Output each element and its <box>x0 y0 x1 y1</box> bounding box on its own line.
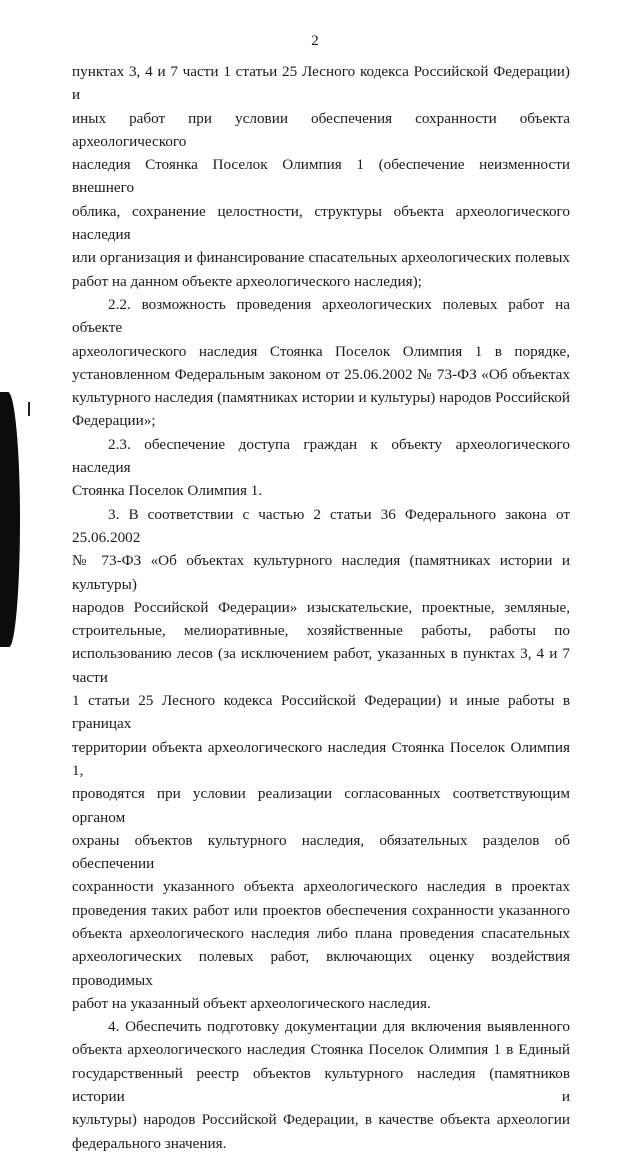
paragraph-4-line-13: археологических полевых работ, включающих оценку воздействия проводимых <box>72 948 570 989</box>
paragraph-5-line-5: федерального значения. <box>72 1134 227 1152</box>
paragraph-1-line-5: или организация и финансирование спасательных археологических полевых <box>72 249 570 267</box>
paragraph-1-line-2: иных работ при условии обеспечения сохранности объекта археологического <box>72 109 570 150</box>
paragraph-3-line-1: 2.3. обеспечение доступа граждан к объекту археологического наследия <box>72 435 570 477</box>
paragraph-5-line-3: государственный реестр объектов культурного наследия (памятников истории и <box>72 1064 570 1106</box>
paragraph-4-line-5: использованию лесов (за исключением работ, указанных в пунктах 3, 4 и 7 части <box>72 645 570 686</box>
paragraph-4-line-9: охраны объектов культурного наследия, обязательных разделов об обеспечении <box>72 831 570 873</box>
paragraph-4-line-7: территории объекта археологического наследия Стоянка Поселок Олимпия 1, <box>72 738 570 779</box>
scan-shadow <box>0 392 20 647</box>
scan-mark <box>28 402 30 416</box>
paragraph-2-line-2: археологического наследия Стоянка Поселок Олимпия 1 в порядке, <box>72 342 570 360</box>
paragraph-2-line-5: Федерации»; <box>72 412 156 430</box>
paragraph-4-line-11: проведения таких работ или проектов обеспечения сохранности указанного <box>72 901 570 919</box>
paragraph-1-line-4: облика, сохранение целостности, структуры объекта археологического наследия <box>72 202 570 244</box>
paragraph-4-line-14: работ на указанный объект археологического наследия. <box>72 994 431 1012</box>
page-number: 2 <box>311 33 319 49</box>
document-body <box>72 60 570 1155</box>
paragraph-3-line-2: Стоянка Поселок Олимпия 1. <box>72 482 263 500</box>
paragraph-4-line-4: строительные, мелиоративные, хозяйственные работы, работы по <box>72 622 570 640</box>
paragraph-4-line-10: сохранности указанного объекта археологического наследия в проектах <box>72 878 570 896</box>
paragraph-4-line-6: 1 статьи 25 Лесного кодекса Российской Федерации) и иные работы в границах <box>72 692 570 733</box>
paragraph-4-line-2: № 73-ФЗ «Об объектах культурного наследия (памятниках истории и культуры) <box>72 552 570 593</box>
paragraph-5-line-2: объекта археологического наследия Стоянка Поселок Олимпия 1 в Единый <box>72 1041 570 1059</box>
paragraph-5-line-1: 4. Обеспечить подготовку документации для включения выявленного <box>108 1018 570 1036</box>
paragraph-4-line-3: народов Российской Федерации» изыскательские, проектные, земляные, <box>72 598 570 616</box>
paragraph-1-line-1: пунктах 3, 4 и 7 части 1 статьи 25 Лесного кодекса Российской Федерации) и <box>72 63 570 104</box>
paragraph-4-line-8: проводятся при условии реализации согласованных соответствующим органом <box>72 785 570 826</box>
paragraph-4-line-12: объекта археологического наследия либо плана проведения спасательных <box>72 924 570 942</box>
paragraph-1-line-6: работ на данном объекте археологического наследия); <box>72 272 422 290</box>
paragraph-2-line-3: установленном Федеральным законом от 25.06.2002 № 73-ФЗ «Об объектах <box>72 365 570 383</box>
paragraph-5-line-4: культуры) народов Российской Федерации, в качестве объекта археологии <box>72 1111 570 1129</box>
paragraph-2-line-4: культурного наследия (памятниках истории и культуры) народов Российской <box>72 389 570 407</box>
paragraph-4-line-1: 3. В соответствии с частью 2 статьи 36 Федерального закона от 25.06.2002 <box>72 505 570 546</box>
paragraph-2-line-1: 2.2. возможность проведения археологических полевых работ на объекте <box>72 295 570 337</box>
paragraph-1-line-3: наследия Стоянка Поселок Олимпия 1 (обеспечение неизменности внешнего <box>72 156 570 197</box>
